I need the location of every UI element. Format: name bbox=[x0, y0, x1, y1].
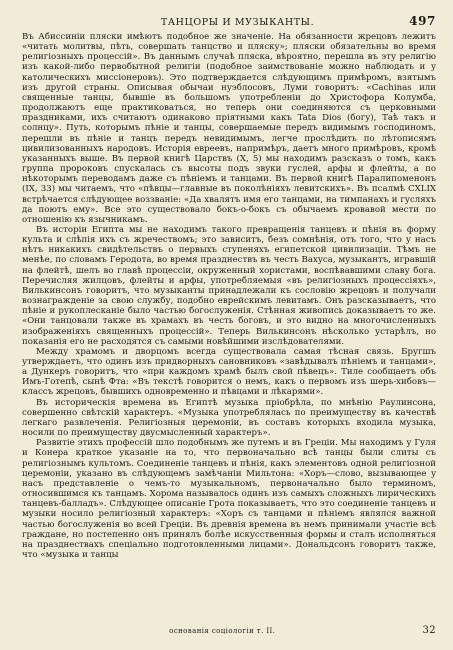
paragraph: Въ историческія времена въ Египтѣ музыка пріобрѣла, по мнѣнію Раулинсона, совершенно свѣтскій характеръ. «Музыка употреблялась по преимуществу въ качествѣ легкаго развлеченія. Религіозныя церемоніи, въ составъ которыхъ входила музыка, носили по преимуществу двусмысленный характеръ». bbox=[22, 397, 436, 439]
page-footer bbox=[22, 625, 436, 636]
signature-title: основанія соціологіи т. II. bbox=[169, 627, 276, 635]
running-head-title: ТАНЦОРЫ И МУЗЫКАНТЫ. bbox=[160, 17, 315, 28]
body-text bbox=[22, 32, 436, 560]
paragraph: Въ Абиссиніи пляски имѣютъ подобное же значеніе. На обязанности жрецовъ лежитъ «читать молитвы, пѣть, совершать танцство и пляску»; пляски обязательны во время религіозныхъ процессій». Въ даннымъ случаѣ пляска, вѣроятно, перешла въ эту религію изъ какой-либо первобытной религіи (подобное заимствованіе можно наблюдать и у католическихъ миссіонеровъ). Это подтверждается слѣдующимъ примѣромъ, взятымъ изъ другой страны. Описывая обычаи нуэблосовъ, Луми говоритъ: «Cachinas или священные танцы, бывшіе въ большомъ употребленіи до Христофора Колумба, продолжаютъ еще практиковаться, но теперь они соединяются съ церковными праздниками, ихъ считаютъ одинаково пріятными какъ Tata Dios (богу), Таѣ такъ и солнцу». Путь, которымъ пѣніе и танцы, совершаемые передъ видимымъ господиномъ, перешли въ пѣніе и танцъ передъ невидимымъ, легче прослѣдить по лѣтописямъ цивилизованныхъ народовъ. Исторія евреевъ, напримѣръ, даетъ много примѣровъ, кромѣ указанныхъ выше. Въ первой книгѣ Царствъ (X, 5) мы находимъ разсказъ о томъ, какъ группа пророковъ спускалась съ высоты подъ звуки гуслей, арфы и флейты, а по нѣкоторымъ переводамъ даже съ пѣніемъ и танцами. Въ первой книгѣ Паралипоменонъ (IX, 33) мы читаемъ, что «пѣвцы—главные въ поколѣніяхъ левитскихъ». Въ псалмѣ CXLIX встрѣчается слѣдующее воззваніе: «Да хвалятъ имя его танцами, на тимпанахъ и гусляхъ да поютъ ему». Все это существовало бокъ-о-бокъ съ обычаемъ кровавой мести по отношенію къ язычникамъ. bbox=[22, 32, 436, 225]
page-number: 497 bbox=[409, 14, 436, 28]
paragraph: Между храмомъ и дворцомъ всегда существовала самая тѣсная связь. Бругшъ утверждаетъ, что одинъ изъ придворныхъ сановниковъ «завѣдывалъ пѣніемъ и танцами», а Дункеръ говоритъ, что «при каждомъ храмѣ былъ свой пѣвецъ». Тиле сообщаетъ объ Имъ-Готепѣ, сынѣ Фта: «Въ текстѣ говорится о немъ, какъ о первомъ изъ шерь-хибовъ—классъ жрецовъ, бывшихъ одновременно и пѣвцами и лѣкарями». bbox=[22, 346, 436, 398]
paragraph: Развитіе этихъ профессій шло подобнымъ же путемъ и въ Греціи. Мы находимъ у Гуля и Конера краткое указаніе на то, что первоначально всѣ танцы были слиты съ религіознымъ культомъ. Соединеніе танцевъ и пѣнія, какъ элементовъ одной религіозной церемоніи, указано въ слѣдующемъ замѣчаніи Мильтона: «Хоръ—слово, вызывающее у насъ представленіе о чемъ-то музыкальномъ, первоначально было терминомъ, относившимся къ танцамъ. Хорома называлось одинъ изъ самыхъ сложныхъ лирическихъ танцевъ-балладъ». Слѣдующее описаніе Грота показываетъ, что это соединеніе танцевъ и музыки носило религіозный характеръ: «Хоръ съ танцами и пѣніемъ являлся важной частью богослуженія во всей Греціи. Въ древнія времена въ немъ принимали участіе всѣ граждане, но постепенно онъ принялъ болѣе искусственныя формы и сталъ исполняться на празднествахъ спеціально подготовленными лицами». Дональдсонъ говоритъ также, что «музыка и танцы bbox=[22, 438, 436, 560]
paragraph: Въ исторіи Египта мы не находимъ такого превращенія танцевъ и пѣнія въ форму культа и слѣпія ихъ съ жречествомъ; это зависитъ, безъ сомнѣнія, отъ того, что у насъ нѣтъ никакихъ свидѣтельствъ о первыхъ ступеняхъ египетской цивилизаціи. Тѣмъ не менѣе, по словамъ Геродота, во время празднествъ въ честь Вахуса, музыкантъ, игравшій на флейтѣ, шелъ во главѣ процессіи, окруженный хористами, воспѣвавшими славу бога. Перечисляя жилцовъ, флейты и арфы, употребляемыя «въ религіозныхъ процессіяхъ», Вилькинсонъ говоритъ, что музыканты принадлежали къ сословію жрецовъ и получали вознагражденіе за свою службу, подобно еврейскимъ левитамъ. Онъ разсказываетъ, что пѣніе и рукоплесканіе было частью богослуженія. Стѣнная живопись доказываетъ то же. «Они танцовали также въ храмахъ въ честь боговъ, и это видно на многочисленныхъ изображеніяхъ священныхъ процессій». Теперь Вилькинсонъ нѣсколько устарѣлъ, но показанія его не расходятся съ самыми новѣйшими изслѣдователями. bbox=[22, 224, 436, 347]
running-head bbox=[22, 14, 436, 30]
signature-number: 32 bbox=[422, 625, 436, 636]
